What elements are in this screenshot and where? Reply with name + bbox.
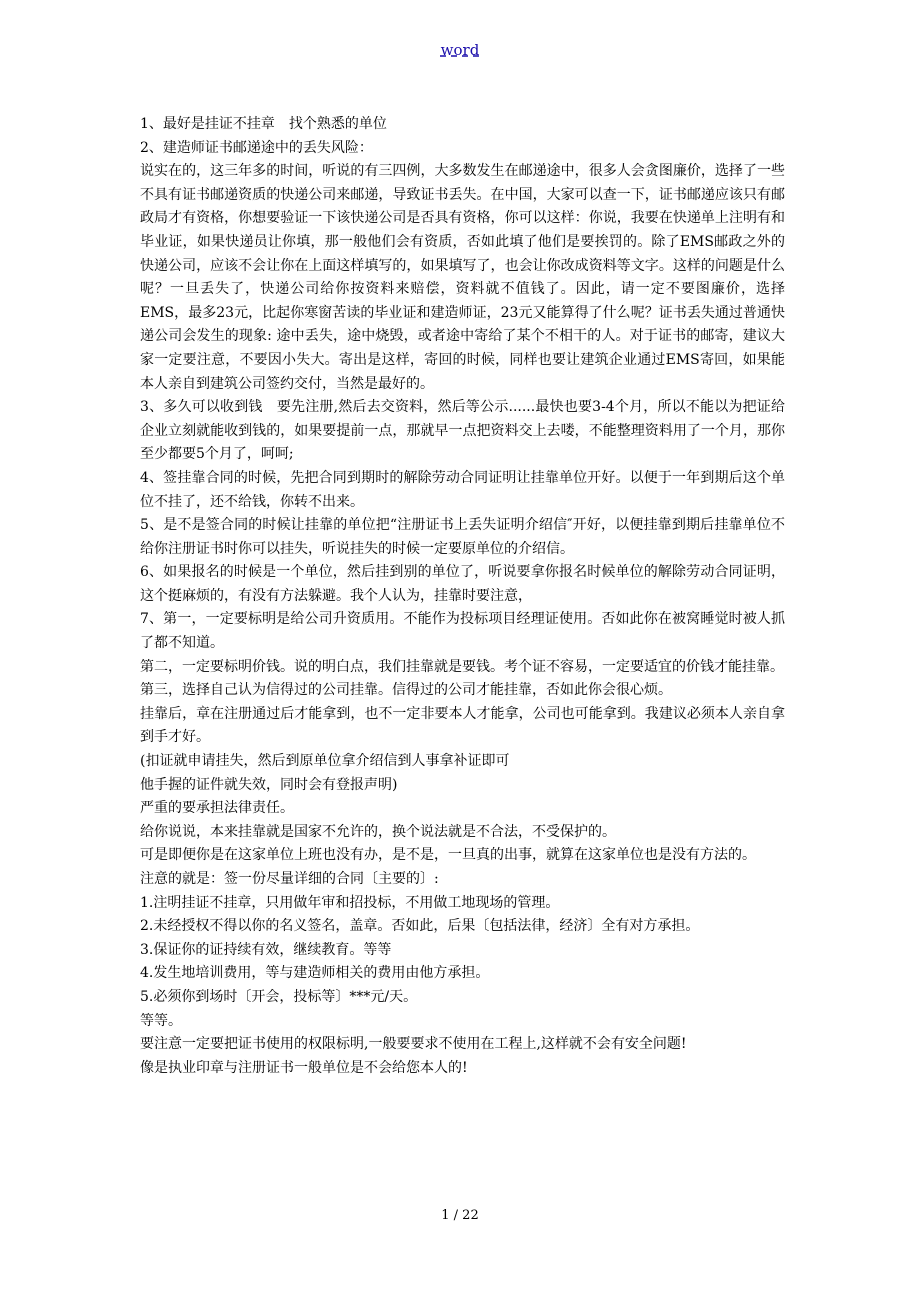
paragraph: 第二，一定要标明价钱。说的明白点，我们挂靠就是要钱。考个证不容易，一定要适宜的价钱才能挂靠。 (140, 658, 784, 675)
paragraph: 他手握的证件就失效，同时会有登报声明) (140, 776, 398, 793)
paragraph: 7、第一，一定要标明是给公司升资质用。不能作为投标项目经理证使用。否如此你在被窝睡觉时被人抓了都不知道。 (140, 611, 785, 652)
paragraph: 3.保证你的证持续有效，继续教育。等等 (140, 941, 392, 958)
paragraph: 说实在的，这三年多的时间，听说的有三四例，大多数发生在邮递途中，很多人会贪图廉价，选择了一些不具有证书邮递资质的快递公司来邮递，导致证书丢失。在中国，大家可以查一下，证书邮递应该只有邮政局才有资格，你想要验证一下该快递公司是否具有资格，你可以这样：你说，我要在快递单上注明有和毕业证，如果快递员让你填，那一般他们会有资质，否如此填了他们是要挨罚的。除了EMS邮政之外的快递公司，应该不会让你在上面这样填写的，如果填写了，也会让你改成资料等文字。这样的问题是什么呢？一旦丢失了，快递公司给你按资料来赔偿，资料就不值钱了。因此，请一定不要图廉价，选择EMS，最多23元，比起你寒窗苦读的毕业证和建造师证，23元又能算得了什么呢？证书丢失通过普通快递公司会发生的现象: 途中丢失，途中烧毁，或者途中寄给了某个不相干的人。对于证书的邮寄，建议大家一定要注意，不要因小失大。寄出是这样，寄回的时候，同样也要让建筑企业通过EMS寄回，如果能本人亲自到建筑公司签约交付，当然是最好的。 (140, 163, 785, 392)
paragraph: 3、多久可以收到钱 要先注册,然后去交资料，然后等公示......最快也要3-4个月，所以不能以为把证给企业立刻就能收到钱的，如果要提前一点，那就早一点把资料交上去喽，不能整理资料用了一个月，那你至少都要5个月了，呵呵; (140, 399, 785, 463)
paragraph: 5、是不是签合同的时候让挂靠的单位把“注册证书上丢失证明介绍信″开好，以便挂靠到期后挂靠单位不给你注册证书时你可以挂失，听说挂失的时候一定要原单位的介绍信。 (140, 517, 785, 557)
paragraph: 5.必须你到场时〔开会，投标等〕***元/天。 (140, 988, 418, 1005)
paragraph: 给你说说，本来挂靠就是国家不允许的，换个说法就是不合法，不受保护的。 (140, 823, 616, 840)
paragraph: 要注意一定要把证书使用的权限标明,一般要要求不使用在工程上,这样就不会有安全问题! (140, 1036, 687, 1053)
page-number: 1 / 22 (441, 1208, 479, 1223)
paragraph: 像是执业印章与注册证书一般单位是不会给您本人的! (140, 1059, 468, 1076)
paragraph: 2.未经授权不得以你的名义签名，盖章。否如此，后果〔包括法律，经济〕全有对方承担。 (140, 918, 700, 935)
paragraph: 挂靠后，章在注册通过后才能拿到，也不一定非要本人才能拿，公司也可能拿到。我建议必须本人亲自拿到手才好。 (140, 705, 785, 746)
paragraph: 第三，选择自己认为信得过的公司挂靠。信得过的公司才能挂靠，否如此你会很心烦。 (140, 682, 672, 699)
paragraph: 4.发生地培训费用，等与建造师相关的费用由他方承担。 (140, 965, 490, 982)
paragraph: 1.注明挂证不挂章，只用做年审和招投标，不用做工地现场的管理。 (140, 894, 560, 911)
paragraph: 4、签挂靠合同的时候，先把合同到期时的解除劳动合同证明让挂靠单位开好。以便于一年到期后这个单位不挂了，还不给钱，你转不出来。 (140, 469, 785, 510)
paragraph: 1、最好是挂证不挂章 找个熟悉的单位 (140, 116, 387, 132)
paragraph: 6、如果报名的时候是一个单位，然后挂到别的单位了，听说要拿你报名时候单位的解除劳动合同证明，这个挺麻烦的，有没有方法躲避。我个人认为，挂靠时要注意， (140, 564, 785, 604)
paragraph: 等等。 (140, 1012, 182, 1029)
document-body (140, 113, 785, 1080)
header-word-link[interactable]: word (440, 41, 480, 59)
paragraph: 可是即便你是在这家单位上班也没有办，是不是，一旦真的出事，就算在这家单位也是没有方法的。 (140, 847, 756, 864)
paragraph: 注意的就是：签一份尽量详细的合同〔主要的〕: (140, 871, 439, 887)
paragraph: 2、建造师证书邮递途中的丢失风险： (140, 139, 373, 156)
paragraph: (扣证就申请挂失，然后到原单位拿介绍信到人事拿补证即可 (140, 753, 510, 770)
paragraph: 严重的要承担法律责任。 (140, 800, 294, 817)
